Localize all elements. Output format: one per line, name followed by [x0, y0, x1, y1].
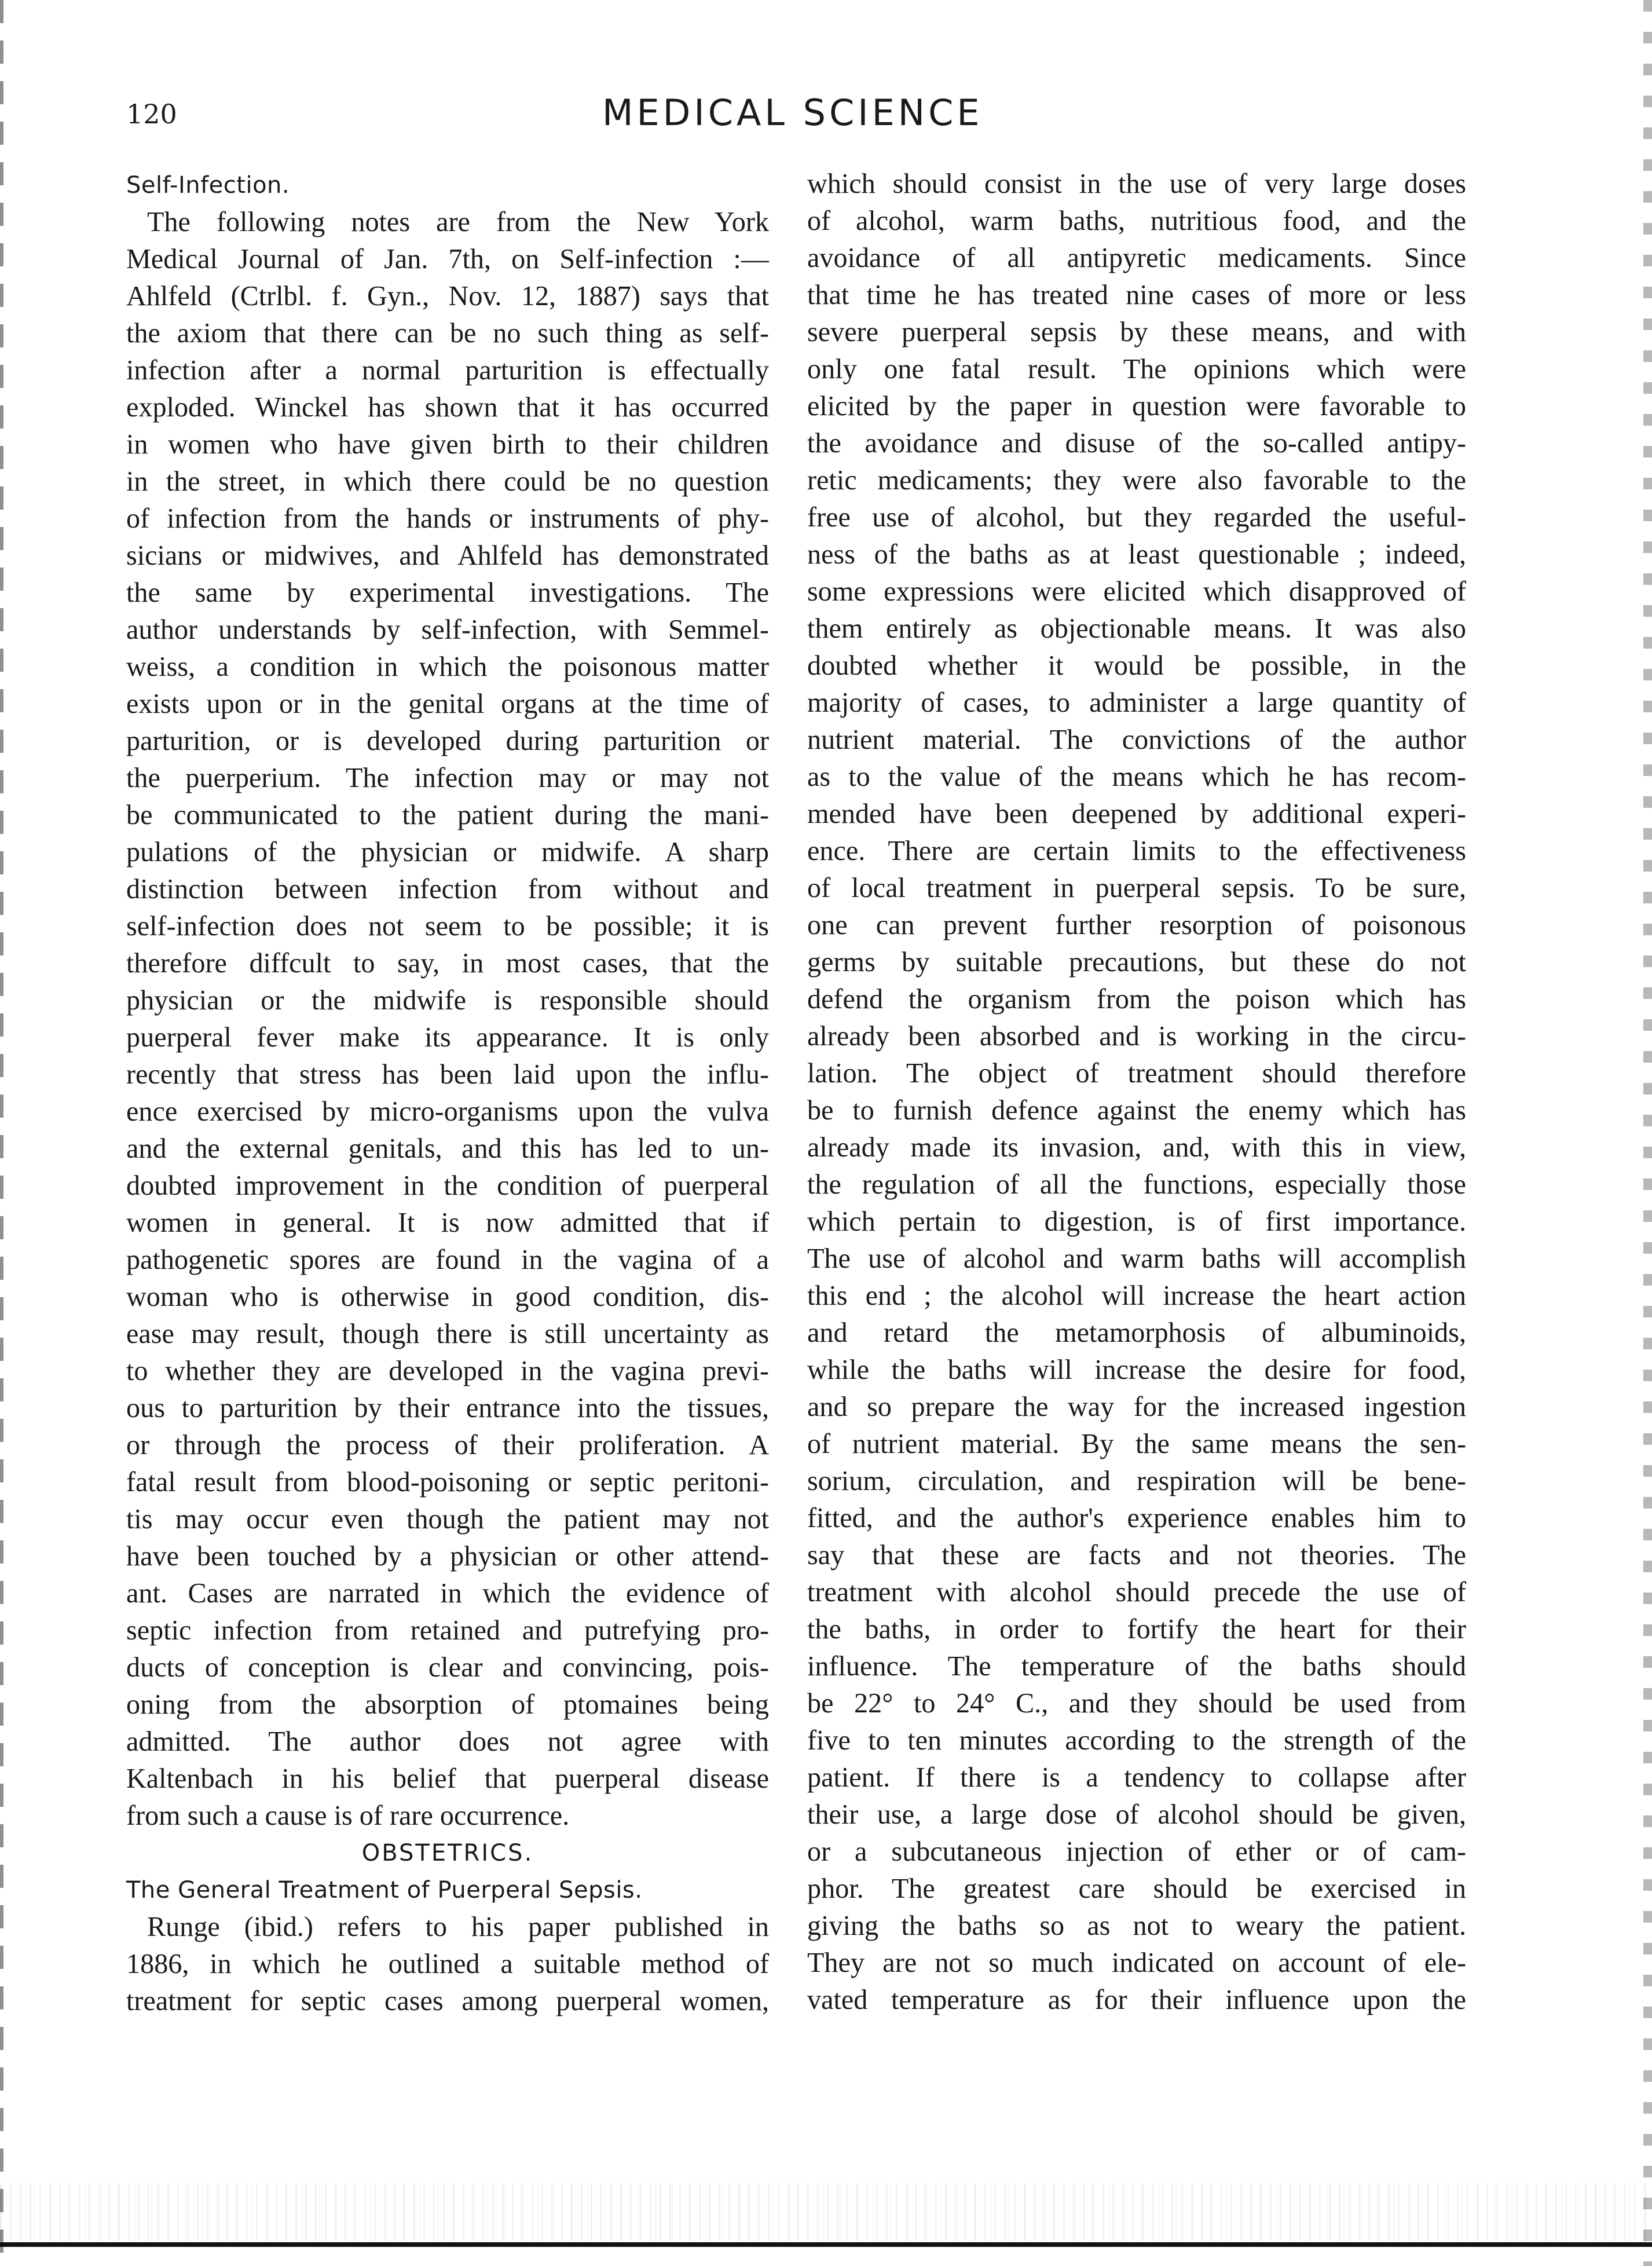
text-line: nutrient material. The convictions of the author	[807, 724, 1466, 755]
text-line: mended have been deepened by additional experi-	[807, 799, 1466, 829]
right-body	[807, 166, 1466, 2019]
text-line: puerperal fever make its appearance. It is only	[126, 1022, 769, 1053]
text-line: therefore diffcult to say, in most cases, that the	[126, 948, 769, 979]
left-body	[126, 204, 769, 1835]
text-line: Medical Journal of Jan. 7th, on Self-infection :—	[126, 244, 769, 274]
scan-noise	[0, 2183, 1652, 2241]
text-line: from such a cause is of rare occurrence.	[126, 1800, 570, 1831]
text-line: infection after a normal parturition is effectually	[126, 355, 769, 386]
text-line: while the baths will increase the desire for food,	[807, 1355, 1466, 1385]
page-number: 120	[126, 98, 177, 130]
text-line: weiss, a condition in which the poisonous matter	[126, 651, 769, 682]
text-line: distinction between infection from without and	[126, 874, 769, 905]
text-line: septic infection from retained and putrefying pro-	[126, 1615, 769, 1646]
text-line: influence. The temperature of the baths should	[807, 1651, 1466, 1682]
text-line: avoidance of all antipyretic medicaments. Since	[807, 243, 1466, 273]
text-line: of infection from the hands or instruments of phy-	[126, 503, 769, 534]
department-heading: OBSTETRICS.	[361, 1840, 534, 1866]
text-line: ease may result, though there is still uncertainty as	[126, 1319, 769, 1349]
text-line: the puerperium. The infection may or may not	[126, 763, 769, 793]
right-column	[807, 166, 1466, 2019]
text-line: ness of the baths as at least questionable ; indeed,	[807, 539, 1466, 570]
scan-edge-left	[0, 0, 3, 2266]
text-line: be 22° to 24° C., and they should be used from	[807, 1688, 1466, 1719]
text-line: 1886, in which he outlined a suitable method of	[126, 1949, 769, 1979]
text-line: author understands by self-infection, with Semmel-	[126, 614, 769, 645]
text-line: this end ; the alcohol will increase the heart action	[807, 1280, 1466, 1311]
text-line: Ahlfeld (Ctrlbl. f. Gyn., Nov. 12, 1887) says that	[126, 281, 769, 312]
article-title: The General Treatment of Puerperal Sepsis.	[126, 1877, 643, 1903]
text-line: in the street, in which there could be no question	[126, 466, 769, 497]
text-line: elicited by the paper in question were favorable to	[807, 391, 1466, 422]
text-line: phor. The greatest care should be exercised in	[807, 1873, 1466, 1904]
text-line: treatment for septic cases among puerperal women,	[126, 1986, 769, 2016]
text-line: and the external genitals, and this has led to un-	[126, 1133, 769, 1164]
text-line: some expressions were elicited which disapproved of	[807, 576, 1466, 607]
text-line: pulations of the physician or midwife. A sharp	[126, 837, 769, 867]
text-line: They are not so much indicated on account of ele-	[807, 1947, 1466, 1978]
text-line: exploded. Winckel has shown that it has occurred	[126, 392, 769, 423]
text-line: or a subcutaneous injection of ether or of cam-	[807, 1836, 1466, 1867]
text-line: self-infection does not seem to be possible; it is	[126, 911, 769, 942]
text-line: defend the organism from the poison which has	[807, 984, 1466, 1015]
text-line: women in general. It is now admitted that if	[126, 1207, 769, 1238]
text-line: five to ten minutes according to the strength of the	[807, 1725, 1466, 1756]
text-line: treatment with alcohol should precede the use of	[807, 1577, 1466, 1608]
text-line: be communicated to the patient during the mani-	[126, 800, 769, 830]
text-line: patient. If there is a tendency to collapse after	[807, 1762, 1466, 1793]
text-line: have been touched by a physician or other attend-	[126, 1541, 769, 1572]
scan-edge-right	[1643, 0, 1652, 2266]
text-line: severe puerperal sepsis by these means, and with	[807, 317, 1466, 347]
text-line: as to the value of the means which he has recom-	[807, 762, 1466, 792]
text-line: their use, a large dose of alcohol should be given,	[807, 1799, 1466, 1830]
text-line: that time he has treated nine cases of more or less	[807, 280, 1466, 310]
text-line: to whether they are developed in the vagina previ-	[126, 1356, 769, 1386]
text-line: majority of cases, to administer a large quantity of	[807, 687, 1466, 718]
text-line: ducts of conception is clear and convincing, pois-	[126, 1652, 769, 1683]
text-line: the same by experimental investigations. The	[126, 577, 769, 608]
text-line: recently that stress has been laid upon the influ-	[126, 1059, 769, 1090]
text-line: The following notes are from the New York	[147, 207, 769, 237]
text-line: or through the process of their proliferation. A	[126, 1430, 769, 1460]
text-line: pathogenetic spores are found in the vagina of a	[126, 1244, 769, 1275]
text-line: retic medicaments; they were also favorable to the	[807, 465, 1466, 496]
section-title: Self-Infection.	[126, 172, 290, 199]
text-line: ence exercised by micro-organisms upon the vulva	[126, 1096, 769, 1127]
text-line: ence. There are certain limits to the effectiveness	[807, 836, 1466, 866]
article-body	[126, 1909, 769, 2020]
text-line: Runge (ibid.) refers to his paper published in	[147, 1912, 769, 1942]
text-line: in women who have given birth to their children	[126, 429, 769, 460]
text-line: only one fatal result. The opinions which were	[807, 354, 1466, 385]
text-line: Kaltenbach in his belief that puerperal disease	[126, 1763, 769, 1794]
text-line: doubted whether it would be possible, in the	[807, 650, 1466, 681]
text-line: physician or the midwife is responsible should	[126, 985, 769, 1016]
left-column	[126, 167, 769, 2020]
text-line: of alcohol, warm baths, nutritious food, and the	[807, 206, 1466, 236]
text-line: ous to parturition by their entrance into the tissues,	[126, 1393, 769, 1423]
text-line: say that these are facts and not theories. The	[807, 1540, 1466, 1571]
bottom-rule	[0, 2242, 1652, 2247]
text-line: doubted improvement in the condition of puerperal	[126, 1170, 769, 1201]
text-line: already made its invasion, and, with this in view,	[807, 1132, 1466, 1163]
text-line: tis may occur even though the patient may not	[126, 1504, 769, 1535]
text-line: giving the baths so as not to weary the patient.	[807, 1910, 1466, 1941]
text-line: sicians or midwives, and Ahlfeld has demonstrated	[126, 540, 769, 571]
text-line: parturition, or is developed during parturition or	[126, 726, 769, 756]
text-line: sorium, circulation, and respiration will be bene-	[807, 1466, 1466, 1496]
text-line: vated temperature as for their influence upon the	[807, 1985, 1466, 2015]
text-line: fitted, and the author's experience enables him to	[807, 1503, 1466, 1533]
text-line: which pertain to digestion, is of first importance.	[807, 1206, 1466, 1237]
text-line: lation. The object of treatment should therefore	[807, 1058, 1466, 1089]
text-line: The use of alcohol and warm baths will accomplish	[807, 1243, 1466, 1274]
text-line: be to furnish defence against the enemy which has	[807, 1095, 1466, 1126]
text-line: admitted. The author does not agree with	[126, 1726, 769, 1757]
text-line: the axiom that there can be no such thing as self-	[126, 318, 769, 349]
text-line: the baths, in order to fortify the heart for their	[807, 1614, 1466, 1645]
text-line: which should consist in the use of very large doses	[807, 169, 1466, 199]
text-line: germs by suitable precautions, but these do not	[807, 947, 1466, 978]
text-line: oning from the absorption of ptomaines being	[126, 1689, 769, 1720]
text-line: free use of alcohol, but they regarded the useful-	[807, 502, 1466, 533]
text-line: the regulation of all the functions, especially those	[807, 1169, 1466, 1200]
text-line: and retard the metamorphosis of albuminoids,	[807, 1317, 1466, 1348]
text-line: of local treatment in puerperal sepsis. To be sure,	[807, 873, 1466, 903]
text-line: the avoidance and disuse of the so-called antipy-	[807, 428, 1466, 459]
text-line: already been absorbed and is working in the circu-	[807, 1021, 1466, 1052]
text-line: exists upon or in the genital organs at the time of	[126, 689, 769, 719]
text-line: ant. Cases are narrated in which the evidence of	[126, 1578, 769, 1609]
text-line: and so prepare the way for the increased ingestion	[807, 1392, 1466, 1422]
running-title: MEDICAL SCIENCE	[602, 91, 983, 134]
text-line: of nutrient material. By the same means the sen-	[807, 1429, 1466, 1459]
text-line: woman who is otherwise in good condition, dis-	[126, 1282, 769, 1312]
text-line: fatal result from blood-poisoning or septic peritoni-	[126, 1467, 769, 1498]
text-line: one can prevent further resorption of poisonous	[807, 910, 1466, 940]
text-line: them entirely as objectionable means. It was also	[807, 613, 1466, 644]
